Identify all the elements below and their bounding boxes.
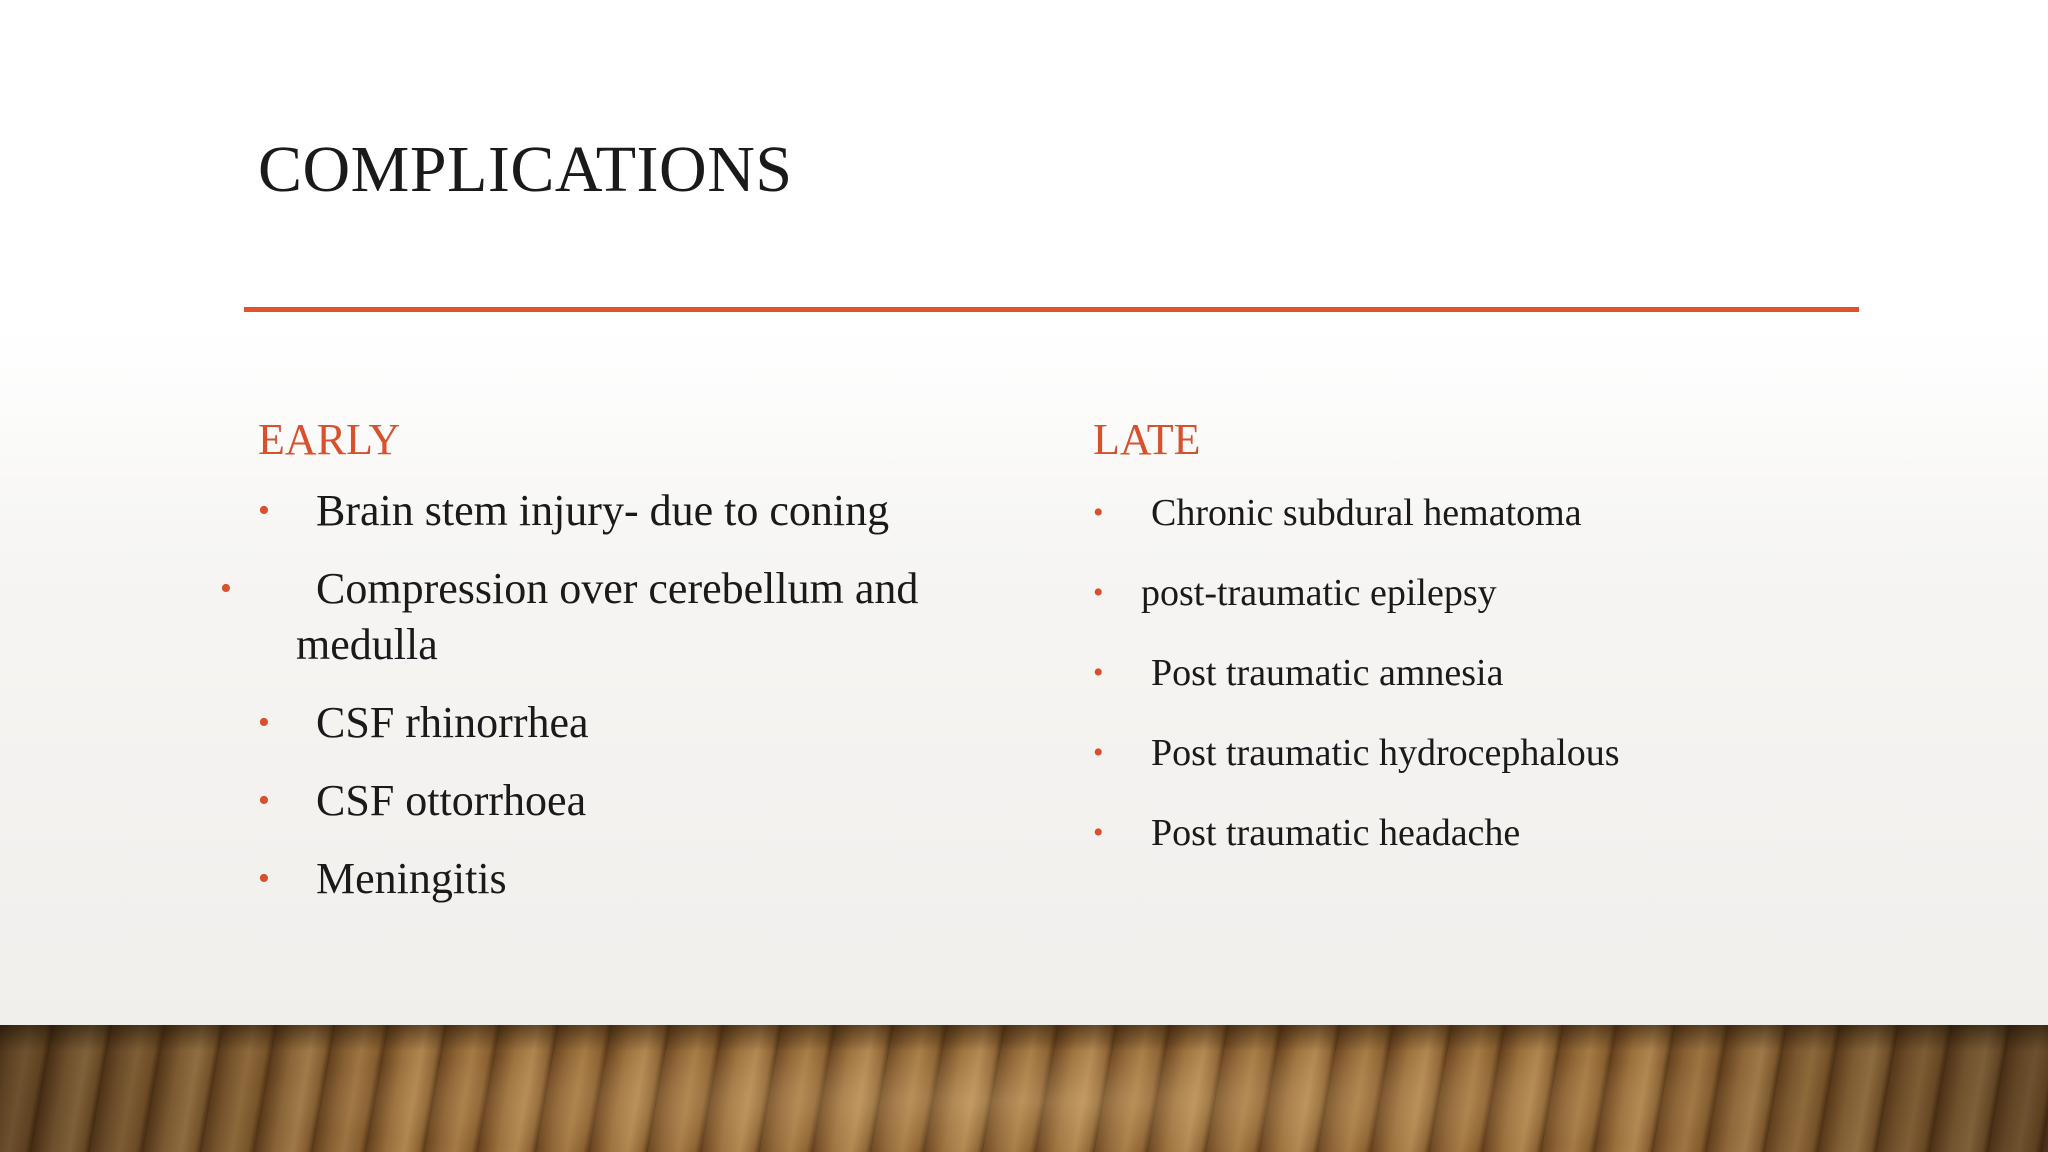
title-divider [244,307,1859,312]
list-item [1093,810,1873,856]
list-item [1093,490,1873,536]
list-item [1093,730,1873,776]
bullet-icon: • [1093,496,1104,529]
list-item [1093,570,1873,616]
wood-floor-background [0,1025,2048,1152]
bullet-icon: • [1093,736,1104,769]
list-item-text: Chronic subdural hematoma [1151,492,1582,534]
bullet-icon: • [258,860,270,897]
bullet-icon: • [1093,816,1104,849]
list-item-text: post-traumatic epilepsy [1141,572,1497,614]
late-list [1093,490,1873,890]
list-item [258,851,998,907]
list-item [1093,650,1873,696]
list-item-text: Post traumatic headache [1151,812,1521,854]
late-heading: LATE [1093,415,1201,464]
list-item-text: CSF ottorrhoea [316,776,587,825]
list-item-text: Post traumatic amnesia [1151,652,1504,694]
list-item [258,773,998,829]
bullet-icon: • [1093,576,1104,609]
bullet-icon: • [258,704,270,741]
early-heading: EARLY [258,415,401,464]
list-item-text: Post traumatic hydrocephalous [1151,732,1620,774]
list-item [258,483,998,539]
bullet-icon: • [220,570,232,607]
bullet-icon: • [258,782,270,819]
bullet-icon: • [258,492,270,529]
list-item [220,561,998,673]
list-item-text: Meningitis [316,854,507,903]
slide-title: COMPLICATIONS [258,133,793,206]
early-list [220,483,998,929]
list-item-text: Compression over cerebellum and medulla [296,564,919,669]
list-item-text: Brain stem injury- due to coning [316,486,890,535]
list-item-text: CSF rhinorrhea [316,698,589,747]
bullet-icon: • [1093,656,1104,689]
list-item [258,695,998,751]
